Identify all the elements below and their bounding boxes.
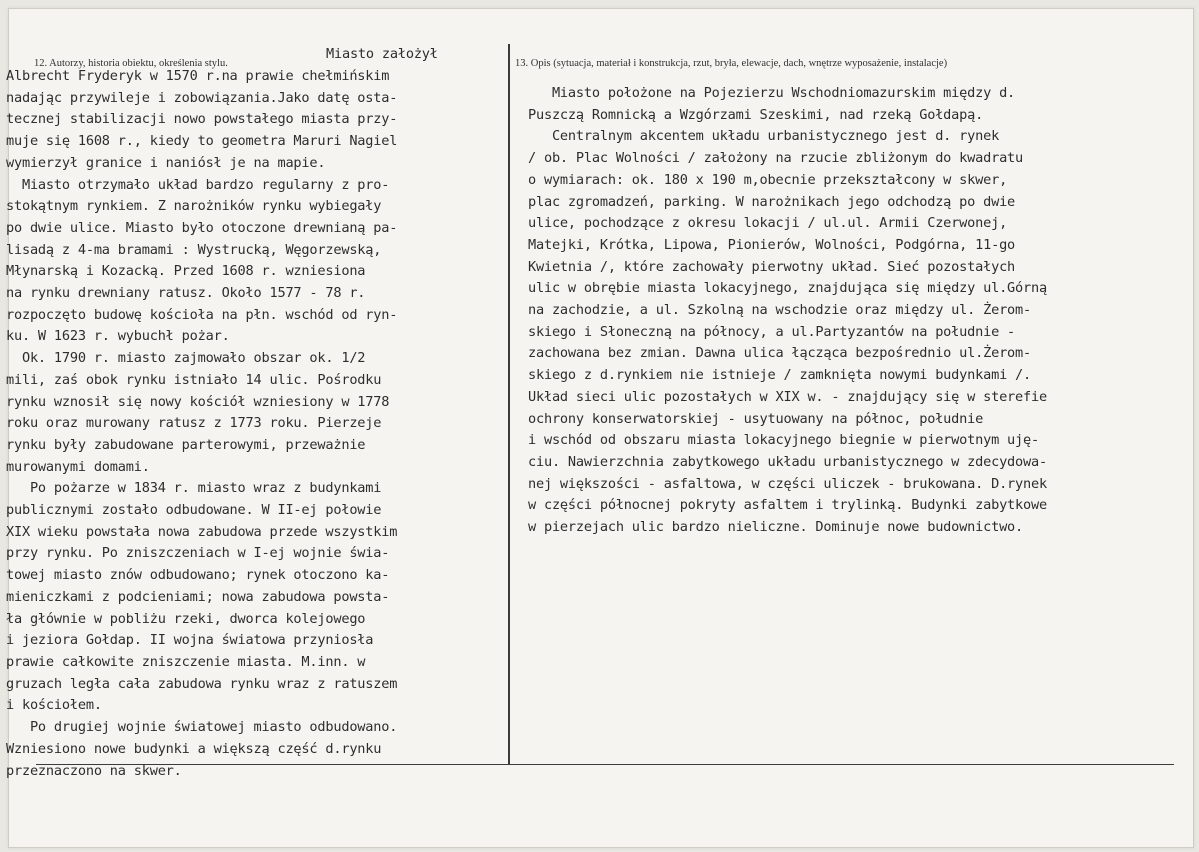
history-line: roku oraz murowany ratusz z 1773 roku. Pierzeje bbox=[6, 415, 382, 432]
history-line: lisadą z 4-ma bramami : Wystrucką, Węgorzewską, bbox=[6, 241, 382, 258]
history-line: ku. W 1623 r. wybuchł pożar. bbox=[6, 328, 230, 345]
description-line: Miasto położone na Pojezierzu Wschodniomazurskim między d. bbox=[528, 85, 1016, 101]
history-line: rynku były zabudowane parterowymi, przeważnie bbox=[6, 436, 366, 453]
history-line: gruzach legła cała zabudowa rynku wraz z ratuszem bbox=[6, 675, 398, 692]
history-line: prawie całkowite zniszczenie miasta. M.inn. w bbox=[6, 653, 366, 670]
description-line: ciu. Nawierzchnia zabytkowego układu urbanistycznego w zdecydowa- bbox=[528, 453, 1047, 470]
history-line: ła głównie w pobliżu rzeki, dworca kolejowego bbox=[6, 610, 366, 627]
history-line: i kościołem. bbox=[6, 697, 102, 714]
history-line: po dwie ulice. Miasto było otoczone drewnianą pa- bbox=[6, 219, 398, 236]
history-line: nadając przywileje i zobowiązania.Jako datę osta- bbox=[6, 89, 398, 106]
description-line: Centralnym akcentem układu urbanistycznego jest d. rynek bbox=[528, 128, 1000, 145]
description-line: Kwietnia /, które zachowały pierwotny układ. Sieć pozostałych bbox=[528, 258, 1016, 275]
description-line: plac zgromadzeń, parking. W narożnikach jego odchodzą po dwie bbox=[528, 193, 1016, 210]
description-line: i wschód od obszaru miasta lokacyjnego biegnie w pierwotnym uję- bbox=[528, 432, 1039, 449]
history-line: Miasto otrzymało układ bardzo regularny z pro- bbox=[6, 176, 390, 193]
description-line: / ob. Plac Wolności / założony na rzucie zbliżonym do kwadratu bbox=[528, 150, 1024, 167]
history-line: rozpoczęto budowę kościoła na płn. wschód od ryn- bbox=[6, 306, 398, 323]
description-line: Układ sieci ulic pozostałych w XIX w. - znajdujący się w sterefie bbox=[528, 388, 1047, 405]
history-line: stokątnym rynkiem. Z narożników rynku wybiegały bbox=[6, 198, 382, 215]
description-line: Matejki, Krótka, Lipowa, Pionierów, Wolności, Podgórna, 11-go bbox=[528, 236, 1016, 253]
description-line: o wymiarach: ok. 180 x 190 m,obecnie przekształcony w skwer, bbox=[528, 171, 1008, 188]
history-first-line: Miasto założył bbox=[326, 46, 438, 62]
section-13-header: 13. Opis (sytuacja, materiał i konstrukcja, rzut, bryła, elewacje, dach, wnętrze wyposażenie, instalacje) bbox=[515, 58, 948, 69]
description-text bbox=[528, 83, 1047, 539]
history-line: wymierzył granice i naniósł je na mapie. bbox=[6, 154, 326, 171]
history-line: tecznej stabilizacji nowo powstałego miasta przy- bbox=[6, 111, 398, 128]
history-line: przy rynku. Po zniszczeniach w I-ej wojnie świa- bbox=[6, 545, 390, 562]
history-line: Ok. 1790 r. miasto zajmowało obszar ok. 1/2 bbox=[6, 350, 366, 367]
history-line: na rynku drewniany ratusz. Około 1577 - 78 r. bbox=[6, 285, 366, 302]
history-line: Po pożarze w 1834 r. miasto wraz z budynkami bbox=[6, 480, 382, 497]
description-line: ulice, pochodzące z okresu lokacji / ul.ul. Armii Czerwonej, bbox=[528, 215, 1008, 232]
history-line: rynku wznosił się nowy kościół wzniesiony w 1778 bbox=[6, 393, 390, 410]
history-line: publicznymi zostało odbudowane. W II-ej połowie bbox=[6, 502, 382, 519]
history-line: murowanymi domami. bbox=[6, 458, 150, 475]
description-line: nej większości - asfaltowa, w części uliczek - brukowana. D.rynek bbox=[528, 475, 1047, 492]
history-line: mili, zaś obok rynku istniało 14 ulic. Pośrodku bbox=[6, 371, 382, 388]
history-line: muje się 1608 r., kiedy to geometra Maruri Nagiel bbox=[6, 133, 398, 150]
description-line: na zachodzie, a ul. Szkolną na wschodzie oraz między ul. Żerom- bbox=[528, 302, 1032, 319]
history-line: mieniczkami z podcieniami; nowa zabudowa powsta- bbox=[6, 588, 390, 605]
history-line: przeznaczono na skwer. bbox=[6, 762, 182, 779]
description-line: Puszczą Romnicką a Wzgórzami Szeskimi, nad rzeką Gołdapą. bbox=[528, 106, 984, 123]
description-line: zachowana bez zmian. Dawna ulica łącząca bezpośrednio ul.Żerom- bbox=[528, 345, 1032, 362]
description-line: skiego i Słoneczną na północy, a ul.Partyzantów na południe - bbox=[528, 323, 1016, 340]
description-line: w części północnej pokryty asfaltem i trylinką. Budynki zabytkowe bbox=[528, 497, 1047, 514]
history-line: Młynarską i Kozacką. Przed 1608 r. wzniesiona bbox=[6, 263, 366, 280]
description-line: skiego z d.rynkiem nie istnieje / zamknięta nowymi budynkami /. bbox=[528, 367, 1032, 384]
column-divider bbox=[508, 44, 510, 764]
description-line: ulic w obrębie miasta lokacyjnego, znajdująca się między ul.Górną bbox=[528, 280, 1047, 297]
history-line: Albrecht Fryderyk w 1570 r.na prawie chełmińskim bbox=[6, 68, 390, 84]
section-12-header: 12. Autorzy, historia obiektu, określenia stylu. bbox=[34, 58, 228, 69]
history-text bbox=[6, 66, 397, 782]
history-line: towej miasto znów odbudowano; rynek otoczono ka- bbox=[6, 567, 390, 584]
history-line: i jeziora Gołdap. II wojna światowa przyniosła bbox=[6, 632, 374, 649]
description-line: w pierzejach ulic bardzo nieliczne. Dominuje nowe budownictwo. bbox=[528, 519, 1024, 536]
history-line: Wzniesiono nowe budynki a większą część d.rynku bbox=[6, 740, 382, 757]
description-line: ochrony konserwatorskiej - usytuowany na północ, południe bbox=[528, 410, 984, 427]
history-line: Po drugiej wojnie światowej miasto odbudowano. bbox=[6, 719, 398, 736]
history-line: XIX wieku powstała nowa zabudowa przede wszystkim bbox=[6, 523, 398, 540]
